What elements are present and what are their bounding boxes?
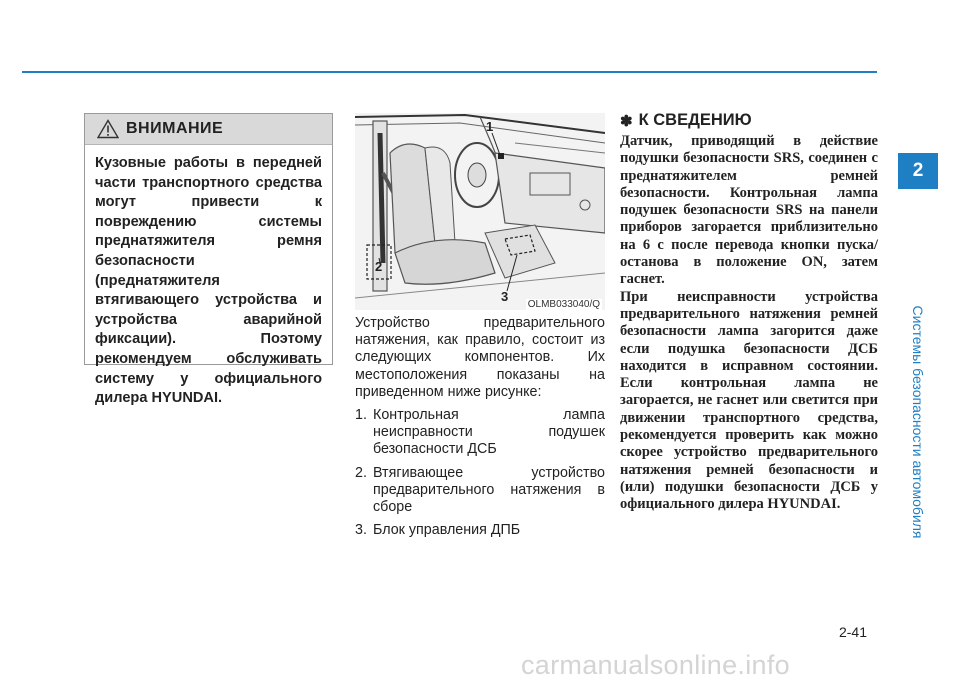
- asterisk-icon: ✽: [620, 112, 633, 130]
- info-paragraph-2: При неисправности устройства предварительного натяжения ремней безопасности лампа загорится даже если подушка безопасности ДСБ находится в исправном состоянии. Если контрольная лампа не загорается, не гаснет или светится при движении транспортного средства, рекомендуется проверить как можно скорее устройство предварительного натяжения ремней безопасности и (или) подушки безопасности ДСБ у официального дилера HYUNDAI.: [620, 288, 878, 513]
- chapter-tab: 2: [898, 153, 938, 189]
- list-item-number: 3.: [355, 522, 367, 539]
- components-intro: Устройство предварительного натяжения, как правило, состоит из следующих компонентов. Их местоположения показаны на приведенном ниже рисунке:: [355, 315, 605, 400]
- info-paragraph-1: Датчик, приводящий в действие подушки безопасности SRS, соединен с преднатяжителем ремней безопасности. Контрольная лампа подушек безопасности SRS на панели приборов загорается приблизительно на 6 с после перевода кнопки пуска/останова в положение ON, затем гаснет.: [620, 133, 878, 288]
- page-number: 2-41: [838, 624, 867, 640]
- warning-header: [85, 114, 332, 145]
- list-item: [355, 522, 605, 539]
- callout-3: 3: [501, 289, 509, 304]
- header-rule: [22, 71, 877, 73]
- components-list: [355, 407, 605, 539]
- list-item-text: Втягивающее устройство предварительного натяжения в сборе: [373, 464, 605, 516]
- chapter-label: Системы безопасности автомобиля: [910, 305, 926, 539]
- warning-text: Кузовные работы в передней части транспортного средства могут привести к повреждению системы преднатяжителя ремня безопасности (преднатяжителя втягивающего устройства и устройства аварийной фиксации). Поэтому рекомендуем обслуживать систему у официального дилера HYUNDAI.: [95, 155, 322, 407]
- car-interior-illustration: [355, 113, 605, 310]
- figure-code: OLMB033040/Q: [527, 299, 600, 310]
- list-item-number: 1.: [355, 407, 367, 424]
- seatbelt-pretensioner-figure: [355, 113, 605, 310]
- list-item-text: Контрольная лампа неисправности подушек безопасности ДСБ: [373, 407, 605, 458]
- info-title: К СВЕДЕНИЮ: [638, 111, 752, 129]
- list-item: [355, 465, 605, 517]
- list-item-text: Блок управления ДПБ: [373, 522, 521, 539]
- warning-box: [84, 113, 333, 407]
- list-item-number: 2.: [355, 464, 367, 481]
- warning-triangle-icon: [97, 119, 119, 139]
- warning-title: ВНИМАНИЕ: [126, 120, 224, 137]
- callout-2: 2: [375, 259, 383, 274]
- components-section: [355, 315, 605, 545]
- callout-1: 1: [486, 119, 494, 134]
- watermark: carmanualsonline.info: [521, 650, 790, 680]
- info-header: [620, 111, 878, 130]
- list-item: [355, 407, 605, 459]
- info-section: [620, 111, 878, 514]
